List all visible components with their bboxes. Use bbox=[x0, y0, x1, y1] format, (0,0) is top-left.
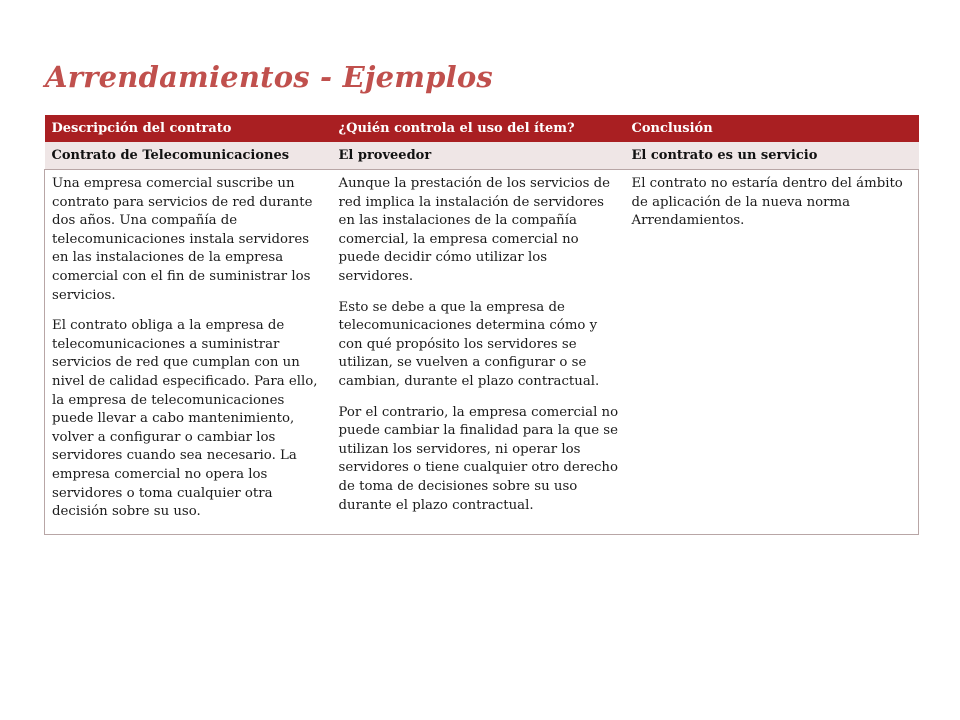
body-cell-conclusion bbox=[625, 170, 919, 535]
subheader-conclusion: El contrato es un servicio bbox=[625, 142, 919, 170]
description-paragraph: El contrato obliga a la empresa de telecomunicaciones a suministrar servicios de red que cumplan con un nivel de calidad especificado. Para ello, la empresa de telecomunicaciones puede llevar a cabo mantenimiento, volver a configurar o cambiar los servidores cuando sea necesario. La empresa comercial no opera los servidores o toma cualquier otra decisión sobre su uso. bbox=[52, 318, 318, 520]
table-body-row bbox=[45, 170, 919, 535]
lease-examples-table bbox=[44, 115, 919, 535]
body-cell-description bbox=[45, 170, 332, 535]
control-paragraph: Aunque la prestación de los servicios de red implica la instalación de servidores en las instalaciones de la compañía comercial, la empresa comercial no puede decidir cómo utilizar los servidores. bbox=[338, 176, 611, 284]
table-header-row bbox=[45, 115, 919, 142]
table-subheader-row bbox=[45, 142, 919, 170]
control-paragraph: Esto se debe a que la empresa de telecomunicaciones determina cómo y con qué propósito los servidores se utilizan, se vuelven a configurar o se cambian, durante el plazo contractual. bbox=[338, 299, 600, 389]
control-paragraph: Por el contrario, la empresa comercial no puede cambiar la finalidad para la que se utilizan los servidores, ni operar los servidores o tiene cualquier otro derecho de toma de decisiones sobre su uso durante el plazo contractual. bbox=[338, 404, 619, 513]
header-conclusion: Conclusión bbox=[625, 115, 919, 142]
subheader-controller: El proveedor bbox=[332, 142, 625, 170]
header-who-controls-use: ¿Quién controla el uso del ítem? bbox=[332, 115, 625, 142]
lease-examples-table-container bbox=[44, 115, 918, 535]
subheader-contract-type: Contrato de Telecomunicaciones bbox=[45, 142, 332, 170]
conclusion-paragraph: El contrato no estaría dentro del ámbito de aplicación de la nueva norma Arrendamientos. bbox=[631, 176, 903, 229]
slide-title: Arrendamientos - Ejemplos bbox=[45, 60, 493, 94]
header-contract-description: Descripción del contrato bbox=[45, 115, 332, 142]
body-cell-control bbox=[332, 170, 625, 535]
description-paragraph: Una empresa comercial suscribe un contrato para servicios de red durante dos años. Una compañía de telecomunicaciones instala servidores en las instalaciones de la empresa comercial con el fin de suministrar los servicios. bbox=[52, 176, 313, 303]
